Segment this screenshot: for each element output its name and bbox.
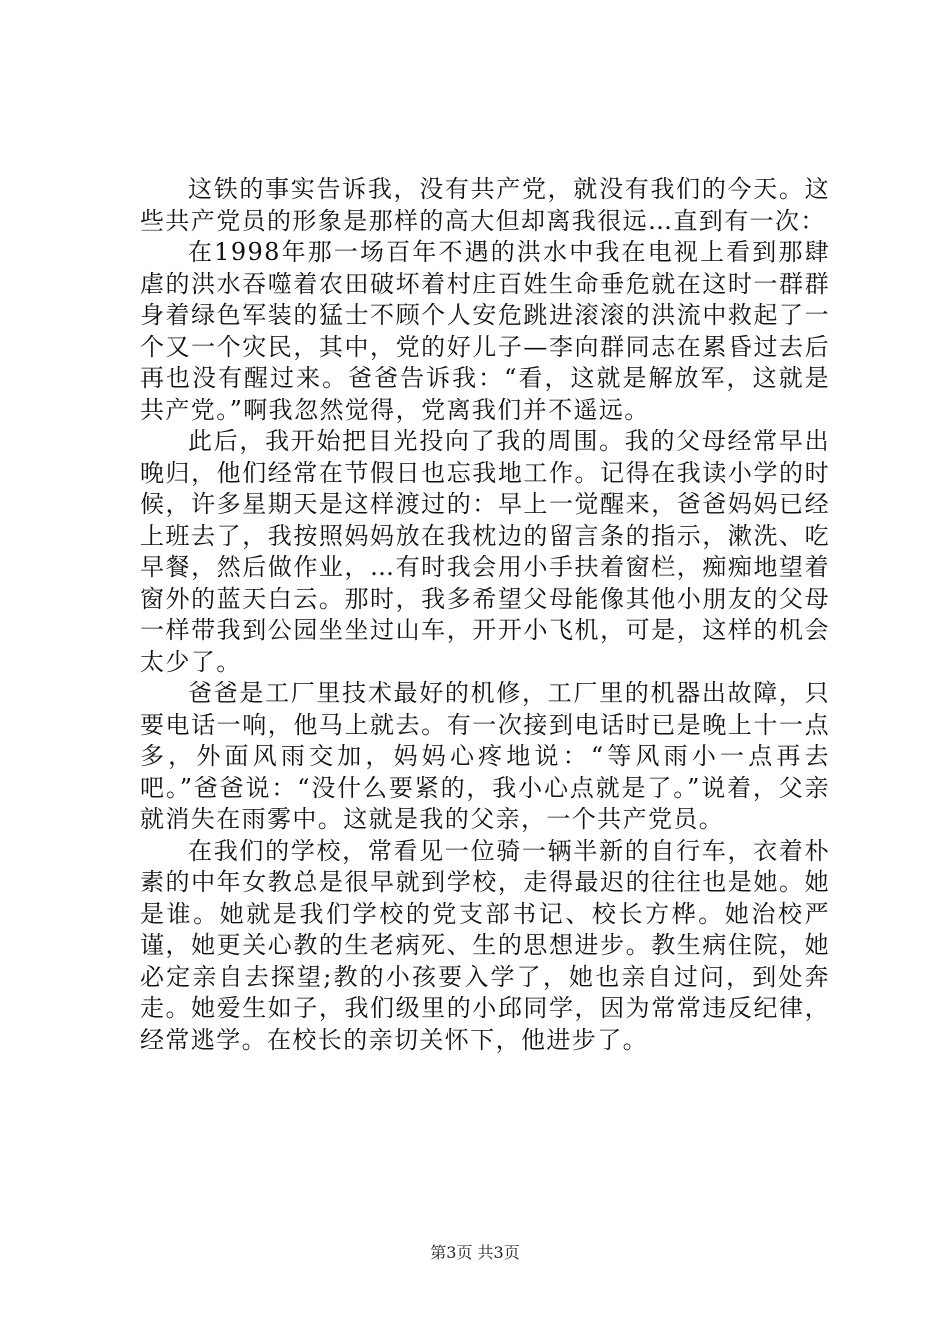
- paragraph: 这铁的事实告诉我，没有共产党，就没有我们的今天。这些共产党员的形象是那样的高大但却离我很远…直到有一次：: [140, 175, 830, 235]
- document-body: [140, 174, 830, 1056]
- paragraph: 在1998年那一场百年不遇的洪水中我在电视上看到那肆虐的洪水吞噬着农田破坏着村庄百姓生命垂危就在这时一群群身着绿色军装的猛士不顾个人安危跳进滚滚的洪流中救起了一个又一个灾民，其中，党的好儿子—李向群同志在累昏过去后再也没有醒过来。爸爸告诉我：“看，这就是解放军，这就是共产党。”啊我忽然觉得，党离我们并不遥远。: [140, 238, 830, 424]
- paragraph: 此后，我开始把目光投向了我的周围。我的父母经常早出晚归，他们经常在节假日也忘我地工作。记得在我读小学的时候，许多星期天是这样渡过的：早上一觉醒来，爸爸妈妈已经上班去了，我按照妈妈放在我枕边的留言条的指示，漱洗、吃早餐，然后做作业，…有时我会用小手扶着窗栏，痴痴地望着窗外的蓝天白云。那时，我多希望父母能像其他小朋友的父母一样带我到公园坐坐过山车，开开小飞机，可是，这样的机会太少了。: [140, 427, 830, 676]
- page-footer: 第3页 共3页: [430, 1243, 520, 1262]
- paragraph: 爸爸是工厂里技术最好的机修，工厂里的机器出故障，只要电话一响，他马上就去。有一次接到电话时已是晚上十一点多，外面风雨交加，妈妈心疼地说：“等风雨小一点再去吧。”爸爸说：“没什么要紧的，我小心点就是了。”说着，父亲就消失在雨雾中。这就是我的父亲，一个共产党员。: [140, 679, 830, 833]
- paragraph: 在我们的学校，常看见一位骑一辆半新的自行车，衣着朴素的中年女教总是很早就到学校，走得最迟的往往也是她。她是谁。她就是我们学校的党支部书记、校长方桦。她治校严谨，她更关心教的生老病死、生的思想进步。教生病住院，她必定亲自去探望;教的小孩要入学了，她也亲自过问，到处奔走。她爱生如子，我们级里的小邱同学，因为常常违反纪律，经常逃学。在校长的亲切关怀下，他进步了。: [140, 836, 830, 1054]
